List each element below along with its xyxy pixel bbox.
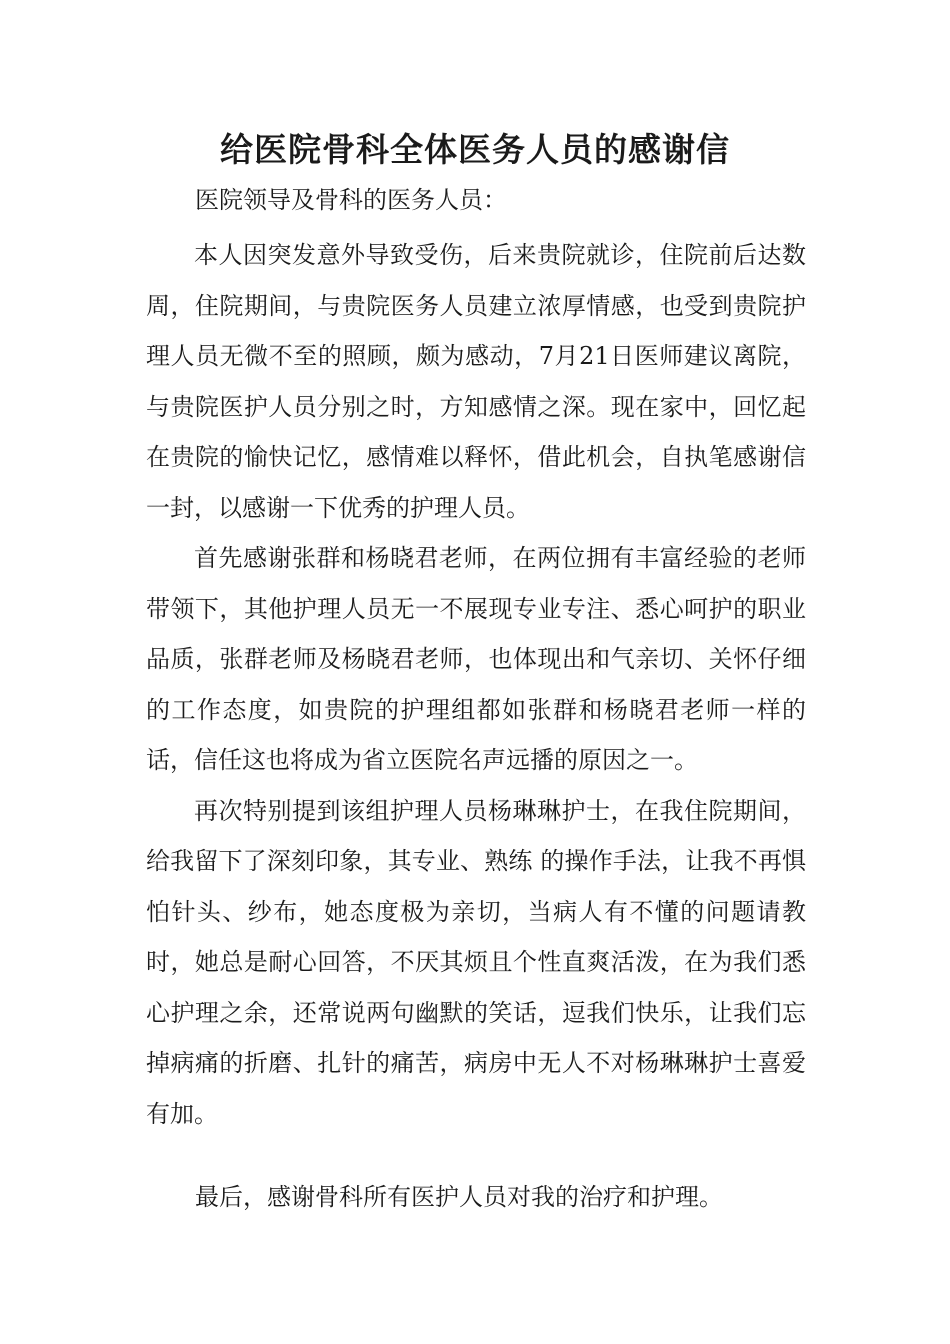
closing-line: 最后，感谢骨科所有医护人员对我的治疗和护理。 xyxy=(195,1183,723,1211)
paragraph-1: 本人因突发意外导致受伤，后来贵院就诊，住院前后达数周，住院期间，与贵院医务人员建立浓厚情感，也受到贵院护理人员无微不至的照顾，颇为感动，7月21日医师建议离院，与贵院医护人员分别之时，方知感情之深。现在家中，回忆起在贵院的愉快记忆，感情难以释怀，借此机会，自执笔感谢信一封，以感谢一下优秀的护理人员。 xyxy=(146,241,806,522)
letter-body xyxy=(146,230,806,1139)
salutation: 医院领导及骨科的医务人员： xyxy=(195,186,507,214)
paragraph-3: 再次特别提到该组护理人员杨琳琳护士，在我住院期间，给我留下了深刻印象，其专业、熟练 的操作手法，让我不再惧怕针头、纱布，她态度极为亲切，当病人有不懂的问题请教时，她总是耐心回答，不厌其烦且个性直爽活泼，在为我们悉心护理之余，还常说两句幽默的笑话，逗我们快乐，让我们忘掉病痛的折磨、扎针的痛苦，病房中无人不对杨琳琳护士喜爱有加。 xyxy=(146,796,806,1128)
paragraph-2: 首先感谢张群和杨晓君老师，在两位拥有丰富经验的老师带领下，其他护理人员无一不展现专业专注、悉心呵护的职业品质，张群老师及杨晓君老师，也体现出和气亲切、关怀仔细的工作态度，如贵院的护理组都如张群和杨晓君老师一样的话，信任这也将成为省立医院名声远播的原因之一。 xyxy=(146,544,806,774)
letter-title: 给医院骨科全体医务人员的感谢信 xyxy=(220,130,730,169)
